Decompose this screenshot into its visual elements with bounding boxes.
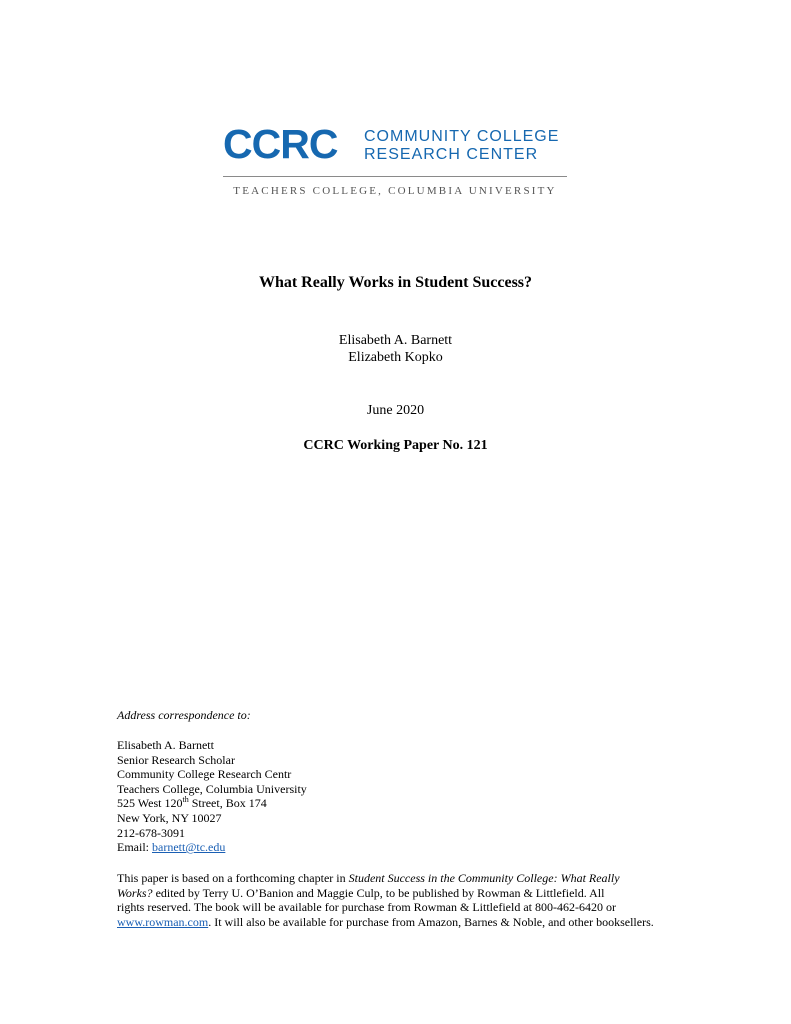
book-title-continued: Works?	[117, 885, 153, 900]
author-name: Elizabeth Kopko	[348, 350, 443, 365]
contact-institution: Teachers College, Columbia University	[117, 781, 307, 796]
correspondence-heading: Address correspondence to:	[117, 708, 251, 722]
publication-note	[117, 871, 677, 929]
publication-date: June 2020	[366, 403, 425, 418]
author-name: Elisabeth A. Barnett	[338, 333, 453, 348]
note-line	[117, 871, 677, 886]
contact-email-line	[117, 840, 307, 855]
street-number: 525 West 120	[117, 796, 183, 811]
street-rest: Street, Box 174	[188, 796, 267, 811]
logo-name	[364, 128, 559, 164]
contact-city: New York, NY 10027	[117, 810, 222, 825]
logo-divider	[223, 176, 567, 177]
contact-organization: Community College Research Centr	[117, 767, 292, 782]
note-line	[117, 915, 677, 930]
street-ordinal-suffix: th	[182, 795, 189, 805]
correspondence-address	[117, 738, 307, 855]
note-line: rights reserved. The book will be available for purchase from Rowman & Littlefield at 800-462-6420 or	[117, 900, 616, 915]
working-paper-number: CCRC Working Paper No. 121	[303, 438, 488, 453]
email-label: Email:	[117, 840, 152, 855]
book-title: Student Success in the Community College: What Really	[348, 871, 620, 885]
logo-name-line-2: RESEARCH CENTER	[364, 146, 539, 163]
logo-affiliation: TEACHERS COLLEGE, COLUMBIA UNIVERSITY	[233, 185, 557, 197]
note-text: edited by Terry U. O’Banion and Maggie Culp, to be published by Rowman & Littlefield. All	[152, 885, 605, 900]
logo-name-line-1: COMMUNITY COLLEGE	[364, 128, 560, 145]
author-list	[0, 332, 791, 366]
contact-street	[117, 796, 307, 811]
email-link[interactable]: barnett@tc.edu	[152, 840, 226, 855]
publisher-website-link[interactable]: www.rowman.com	[117, 914, 209, 929]
note-text: . It will also be available for purchase from Amazon, Barnes & Noble, and other booksellers.	[208, 914, 654, 929]
note-text: This paper is based on a forthcoming chapter in	[117, 871, 349, 885]
contact-name: Elisabeth A. Barnett	[117, 738, 214, 752]
logo-mark: CCRC	[223, 121, 338, 167]
contact-phone: 212-678-3091	[117, 825, 185, 840]
ccrc-logo	[223, 121, 568, 197]
contact-position: Senior Research Scholar	[117, 752, 235, 767]
paper-title: What Really Works in Student Success?	[258, 274, 533, 291]
note-line	[117, 886, 677, 901]
